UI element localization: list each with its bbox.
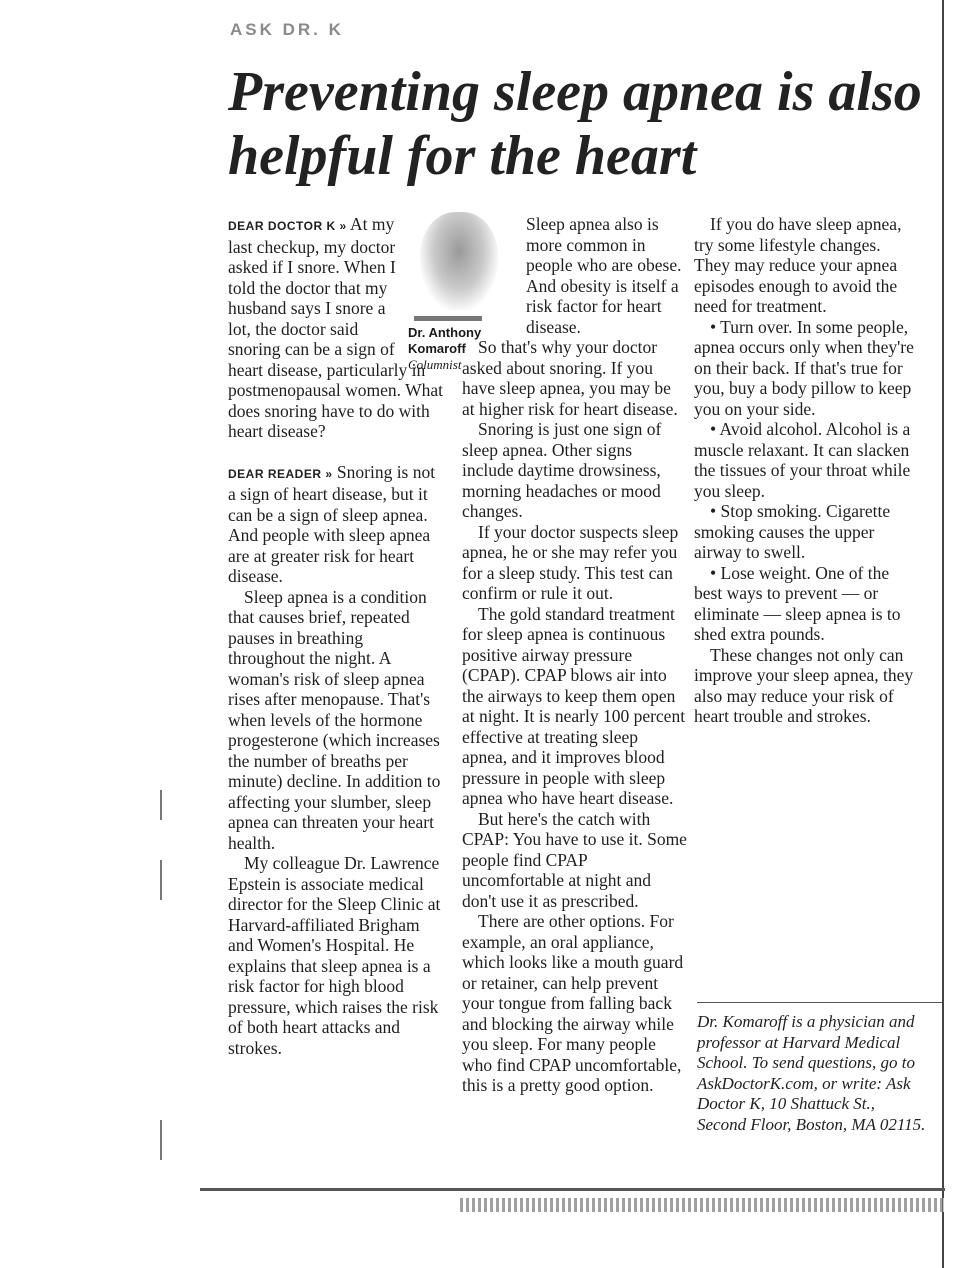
letter-text-top: At my last checkup, my doctor asked if I snore. When I told the doctor that my husband says I snore a lot, the doctor said snoring can be a sign of — [228, 214, 396, 359]
reply-paragraph-4: Sleep apnea also is more common in people who are obese. And obesity is itself a risk factor for heart disease. — [526, 214, 682, 337]
reply-paragraph-11: If you do have sleep apnea, try some lifestyle changes. They may reduce your apnea episodes enough to avoid the need for treatment. — [694, 214, 902, 316]
reply-paragraph-6: Snoring is just one sign of sleep apnea. Other signs include daytime drowsiness, morning headaches or mood changes. — [462, 419, 662, 521]
column-kicker: ASK DR. K — [230, 20, 344, 39]
reply-paragraph-2: Sleep apnea is a condition that causes brief, repeated pauses in breathing throughout the night. A woman's risk of sleep apnea rises after menopause. That's when levels of the hormone progesterone (which increases the number of breaths per minute) decline. In addition to affecting your slumber, sleep apnea can threaten your heart health. — [228, 586, 441, 853]
tip-stop-smoking: • Stop smoking. Cigarette smoking causes the upper airway to swell. — [694, 501, 891, 562]
letter-text-rest: heart disease, particularly in postmenopausal women. What does snoring have to do with heart disease? — [228, 359, 443, 441]
author-bio: Dr. Komaroff is a physician and professor at Harvard Medical School. To send questions, go to AskDoctorK.com, or write: Ask Doctor K, 10 Shattuck St., Second Floor, Boston, MA 02115. — [697, 1012, 926, 1134]
reply-p1-text: Snoring is not a sign of heart disease, but it can be a sign of sleep apnea. And people with sleep apnea are at greater risk for heart disease. — [228, 461, 436, 586]
reply-paragraph-1 — [228, 462, 443, 587]
reply-paragraph-7: If your doctor suspects sleep apnea, he or she may refer you for a sleep study. This test can confirm or rule it out. — [462, 521, 679, 603]
clipping-edge-right — [942, 0, 944, 1268]
scan-mark — [160, 860, 162, 900]
reply-paragraph-8: The gold standard treatment for sleep apnea is continuous positive airway pressure (CPAP). CPAP blows air into the airways to keep them open at night. It is nearly 100 percent effective at treating sleep apnea, and it improves blood pressure in people with sleep apnea who have heart disease. — [462, 603, 686, 808]
reply-paragraph-12: These changes not only can improve your sleep apnea, they also may reduce your risk of heart trouble and strokes. — [694, 644, 914, 726]
article-column-3 — [694, 214, 919, 727]
author-role: Columnist — [408, 357, 462, 372]
letter-lead: DEAR DOCTOR K » — [228, 219, 347, 233]
bio-divider — [697, 1002, 944, 1003]
tip-avoid-alcohol: • Avoid alcohol. Alcohol is a muscle relaxant. It can slacken the tissues of your throat while you sleep. — [694, 419, 911, 501]
clipping-edge-bottom — [200, 1188, 945, 1191]
reply-lead: DEAR READER » — [228, 466, 333, 481]
reply-paragraph-3: My colleague Dr. Lawrence Epstein is associate medical director for the Sleep Clinic at Harvard-affiliated Brigham and Women's Hospital. He explains that sleep apnea is a risk factor for high blood pressure, which raises the risk of both heart attacks and strokes. — [228, 853, 441, 1058]
reply-paragraph-5: So that's why your doctor asked about snoring. If you have sleep apnea, you may be at higher risk for heart disease. — [462, 337, 678, 419]
letter-paragraph — [228, 214, 398, 360]
scan-noise-strip — [460, 1198, 945, 1212]
tip-turn-over: • Turn over. In some people, apnea occurs only when they're on their back. If that's true for you, buy a body pillow to keep you on your side. — [694, 316, 914, 419]
reply-paragraph-9: But here's the catch with CPAP: You have to use it. Some people find CPAP uncomfortable at night and don't use it as prescribed. — [462, 808, 687, 911]
author-name: Dr. Anthony Komaroff — [408, 325, 482, 356]
tip-lose-weight: • Lose weight. One of the best ways to prevent — or eliminate — sleep apnea is to shed extra pounds. — [694, 562, 901, 644]
article-column-2 — [462, 214, 687, 1096]
headline: Preventing sleep apnea is also helpful for the heart — [228, 61, 922, 187]
reply-paragraph-10: There are other options. For example, an oral appliance, which looks like a mouth guard or retainer, can help prevent your tongue from falling back and blocking the airway while you sleep. For many people who find CPAP uncomfortable, this is a pretty good option. — [462, 911, 684, 1095]
scan-mark — [160, 1120, 162, 1160]
scan-mark — [160, 790, 162, 820]
